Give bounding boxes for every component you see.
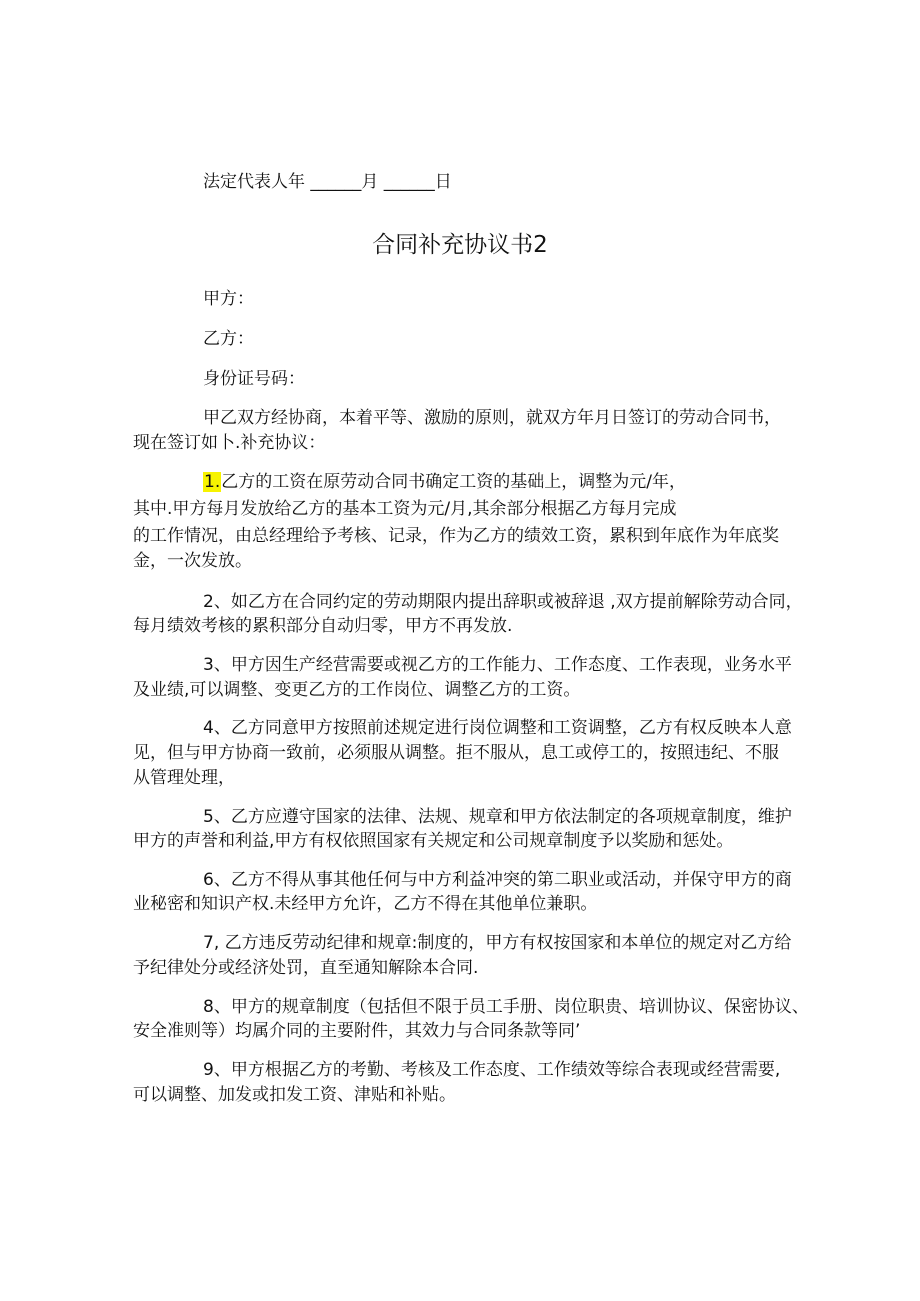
clause-8-line-2: 安全准则等）均属介同的主要附件，其效力与合同条款等同’	[133, 1021, 581, 1041]
clause-1-line-1	[203, 472, 686, 492]
signature-date-line: 法定代表人年 ______月 ______日	[203, 172, 452, 192]
clause-5-line-2: 甲方的声誉和利益,甲方有权依照国家有关规定和公司规章制度予以奖励和惩处。	[133, 831, 734, 851]
clause-1-line-4: 金，一次发放。	[133, 551, 252, 571]
clause-3-line-2: 及业绩,可以调整、变更乙方的工作岗位、调整乙方的工资。	[133, 680, 581, 700]
clause-7-line-2: 予纪律处分或经济处罚，直至通知解除本合同.	[133, 958, 479, 978]
clause-9-line-2: 可以调整、加发或扣发工资、津贴和补贴。	[133, 1085, 456, 1105]
intro-paragraph-line-1: 甲乙双方经协商，本着平等、激励的原则，就双方年月日签订的劳动合同书，	[203, 408, 781, 428]
document-title: 合同补充协议书2	[372, 232, 548, 258]
clause-1-line-3: 的工作情况，由总经理给予考核、记录，作为乙方的绩效工资，累积到年底作为年底奖	[133, 526, 779, 546]
clause-3-line-1: 3、甲方因生产经营需要或视乙方的工作能力、工作态度、工作表现，业务水平	[203, 655, 792, 675]
clause-8-line-1: 8、甲方的规章制度（包括但不限于员工手册、岗位职贵、培训协议、保密协议、	[203, 997, 809, 1017]
clause-4-line-1: 4、乙方同意甲方按照前述规定进行岗位调整和工资调整，乙方有权反映本人意	[203, 718, 792, 738]
clause-6-line-2: 业秘密和知识产权.未经甲方允许，乙方不得在其他单位兼职。	[133, 894, 598, 914]
clause-2-line-1: 2、如乙方在合同约定的劳动期限内提出辞职或被辞退 ,双方提前解除劳动合同，	[203, 592, 803, 612]
clause-1-line-1-text: 乙方的工资在原劳动合同书确定工资的基础上，调整为元/年，	[221, 472, 686, 492]
clause-4-line-2: 见，但与甲方协商一致前，必须服从调整。拒不服从，息工或停工的，按照违纪、不服	[133, 743, 779, 763]
clause-5-line-1: 5、乙方应遵守国家的法律、法规、规章和甲方依法制定的各项规章制度，维护	[203, 807, 792, 827]
clause-9-line-1: 9、甲方根据乙方的考勤、考核及工作态度、工作绩效等综合表现或经营需要,	[203, 1060, 781, 1080]
clause-7-line-1: 7, 乙方违反劳动纪律和规章:制度的，甲方有权按国家和本单位的规定对乙方给	[203, 933, 792, 953]
party-b-label: 乙方：	[203, 329, 254, 349]
clause-2-line-2: 每月绩效考核的累积部分自动归零，甲方不再发放.	[133, 616, 513, 636]
clause-4-line-3: 从管理处理，	[133, 768, 235, 788]
clause-1-number-highlight: 1.	[204, 472, 221, 492]
intro-paragraph-line-2: 现在签订如卜.补充协议：	[133, 433, 326, 453]
id-number-label: 身份证号码：	[203, 369, 305, 389]
party-a-label: 甲方：	[203, 289, 254, 309]
clause-1-line-2: 其中.甲方每月发放给乙方的基本工资为元/月,其余部分根据乙方每月完成	[133, 499, 677, 519]
clause-6-line-1: 6、乙方不得从事其他任何与中方利益冲突的第二职业或活动，并保守甲方的商	[203, 870, 792, 890]
